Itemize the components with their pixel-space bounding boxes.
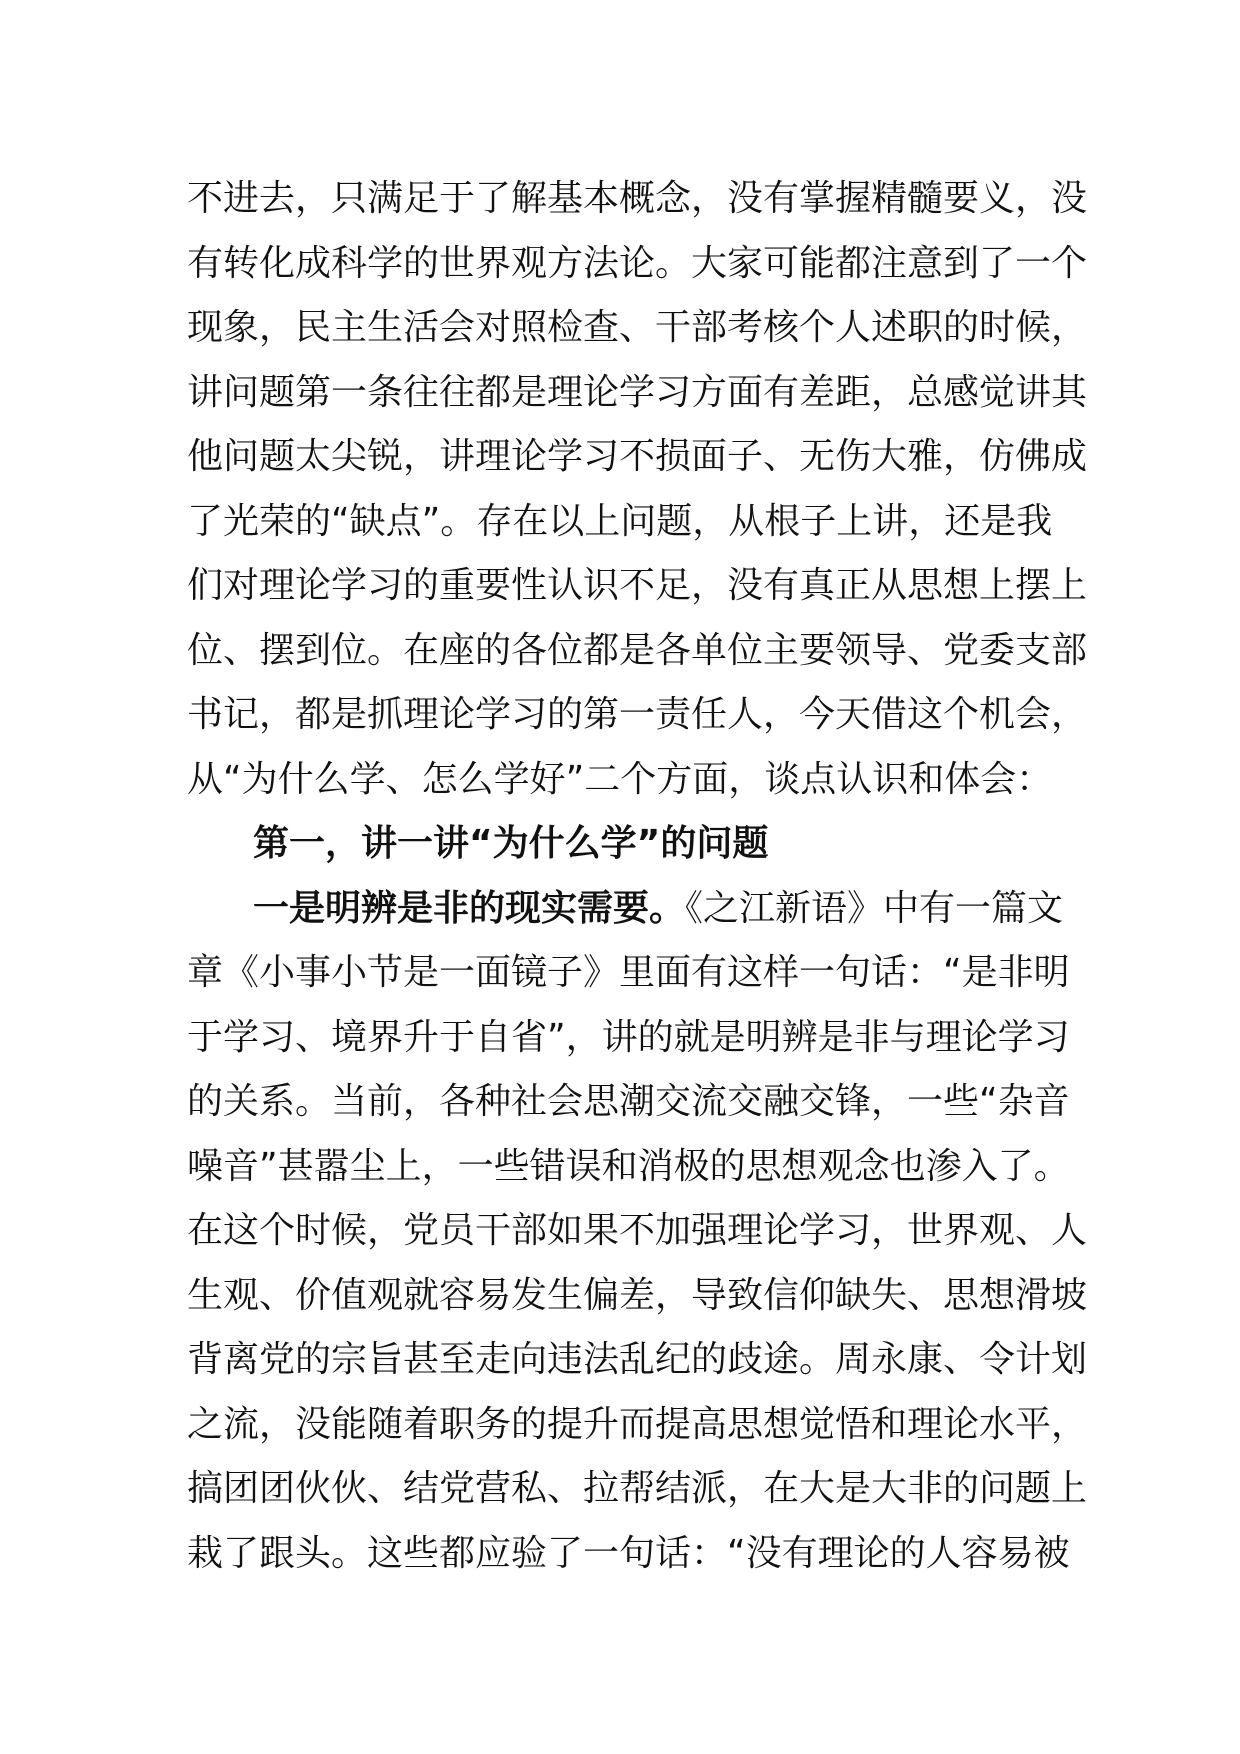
text-line: 从“为什么学、怎么学好”二个方面，谈点认识和体会： xyxy=(187,758,1053,800)
text-line: 之流，没能随着职务的提升而提高思想觉悟和理论水平， xyxy=(187,1403,1088,1445)
text-line: 在这个时候，党员干部如果不加强理论学习，世界观、人 xyxy=(187,1210,1088,1251)
document-body xyxy=(187,167,1088,1586)
text-line: 章《小事小节是一面镜子》里面有这样一句话：“是非明 xyxy=(187,952,1070,993)
text-line: 们对理论学习的重要性认识不足，没有真正从思想上摆上 xyxy=(187,565,1088,606)
text-line: 不进去，只满足于了解基本概念，没有掌握精髓要义，没 xyxy=(187,178,1088,219)
text-line: 书记，都是抓理论学习的第一责任人，今天借这个机会， xyxy=(187,694,1088,735)
paragraph-lead-rest: 《之江新语》中有一篇文 xyxy=(685,887,1064,929)
text-line: 搞团团伙伙、结党营私、拉帮结派，在大是大非的问题上 xyxy=(187,1468,1088,1509)
text-line: 噪音”甚嚣尘上，一些错误和消极的思想观念也渗入了。 xyxy=(187,1145,1070,1187)
text-line: 的关系。当前，各种社会思潮交流交融交锋，一些“杂音 xyxy=(187,1081,1070,1122)
text-line: 位、摆到位。在座的各位都是各单位主要领导、党委支部 xyxy=(187,629,1088,671)
section-heading: 第一，讲一讲“为什么学”的问题 xyxy=(253,823,769,864)
text-line: 现象，民主生活会对照检查、干部考核个人述职的时候， xyxy=(187,307,1088,348)
text-line: 讲问题第一条往往都是理论学习方面有差距，总感觉讲其 xyxy=(187,371,1088,413)
text-line: 有转化成科学的世界观方法论。大家可能都注意到了一个 xyxy=(187,242,1088,284)
text-line: 他问题太尖锐，讲理论学习不损面子、无伤大雅，仿佛成 xyxy=(187,436,1088,477)
text-line: 了光荣的“缺点”。存在以上问题，从根子上讲，还是我 xyxy=(187,500,1053,542)
text-line: 背离党的宗旨甚至走向违法乱纪的歧途。周永康、令计划 xyxy=(187,1339,1088,1380)
text-line: 于学习、境界升于自省”，讲的就是明辨是非与理论学习 xyxy=(187,1016,1070,1058)
text-line: 生观、价值观就容易发生偏差，导致信仰缺失、思想滑坡 xyxy=(187,1274,1088,1316)
text-line: 栽了跟头。这些都应验了一句话：“没有理论的人容易被 xyxy=(187,1532,1070,1574)
paragraph-lead: 一是明辨是非的现实需要。 xyxy=(253,887,686,929)
paragraph-first-line xyxy=(187,877,1067,942)
